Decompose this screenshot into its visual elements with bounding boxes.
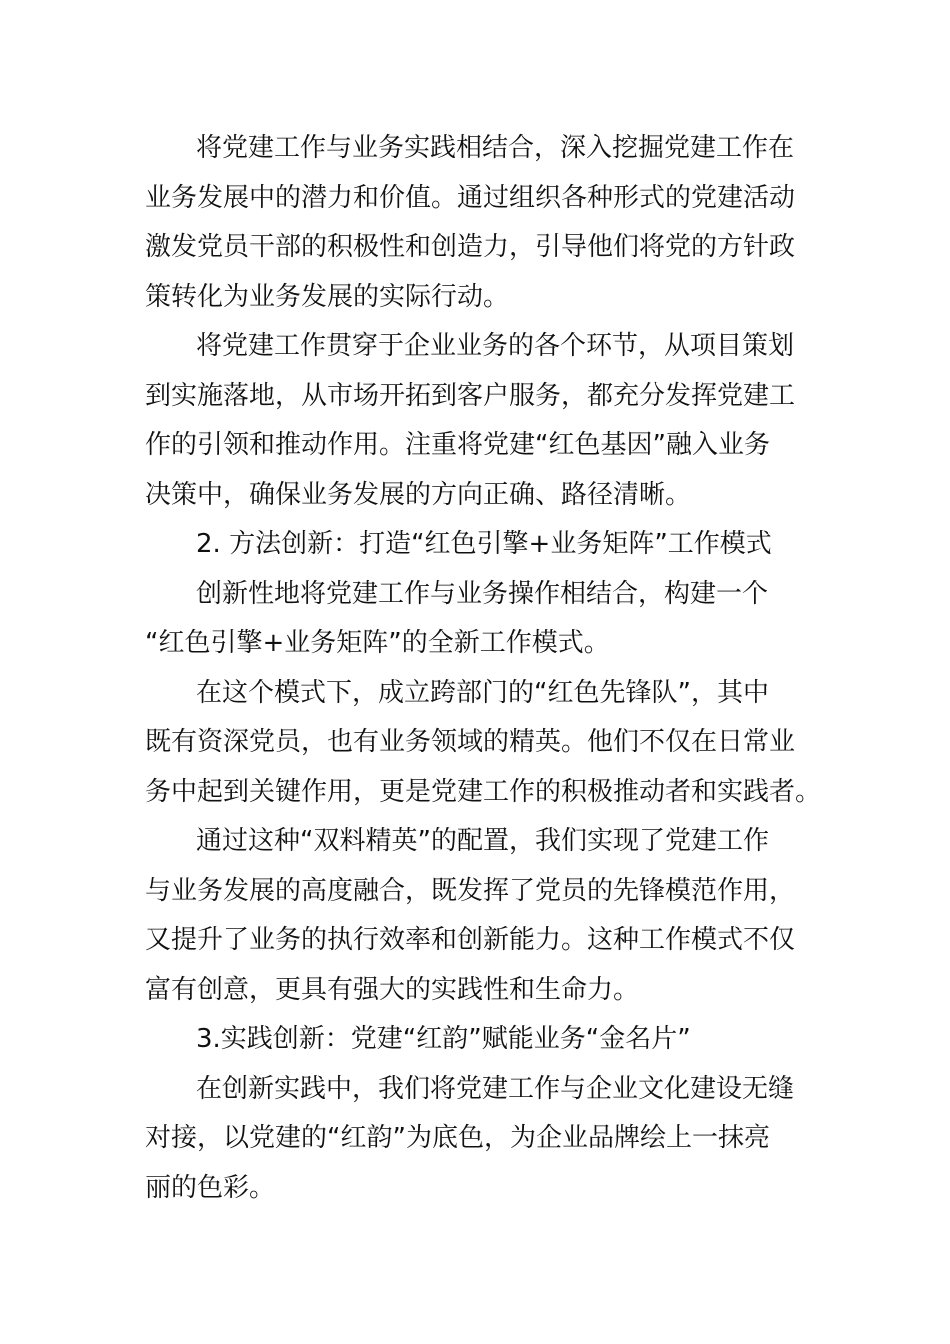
- paragraph-line: 创新性地将党建工作与业务操作相结合，构建一个: [196, 578, 769, 609]
- paragraph-line: 务中起到关键作用，更是党建工作的积极推动者和实践者。: [145, 776, 822, 807]
- paragraph-line: 在这个模式下，成立跨部门的“红色先锋队”，其中: [196, 677, 769, 708]
- section-heading: 3.实践创新：党建“红韵”赋能业务“金名片”: [196, 1024, 691, 1054]
- paragraph-line: “红色引擎+业务矩阵”的全新工作模式。: [145, 628, 610, 658]
- paragraph-line: 将党建工作贯穿于企业业务的各个环节，从项目策划: [196, 331, 795, 361]
- paragraph-line: 到实施落地，从市场开拓到客户服务，都充分发挥党建工: [145, 380, 796, 411]
- paragraph-line: 既有资深党员，也有业务领域的精英。他们不仅在日常业: [145, 727, 796, 757]
- paragraph-line: 又提升了业务的执行效率和创新能力。这种工作模式不仅: [145, 925, 796, 955]
- paragraph-line: 通过这种“双料精英”的配置，我们实现了党建工作: [196, 826, 769, 856]
- paragraph-line: 丽的色彩。: [145, 1172, 276, 1203]
- paragraph-line: 业务发展中的潜力和价值。通过组织各种形式的党建活动: [145, 182, 796, 213]
- paragraph-line: 将党建工作与业务实践相结合，深入挖掘党建工作在: [196, 133, 795, 163]
- paragraph-line: 作的引领和推动作用。注重将党建“红色基因”融入业务: [145, 430, 770, 460]
- section-heading: 2. 方法创新：打造“红色引擎+业务矩阵”工作模式: [196, 529, 772, 559]
- paragraph-line: 与业务发展的高度融合，既发挥了党员的先锋模范作用，: [145, 875, 796, 906]
- paragraph-line: 对接，以党建的“红韵”为底色，为企业品牌绘上一抹亮: [145, 1123, 770, 1153]
- paragraph-line: 决策中，确保业务发展的方向正确、路径清晰。: [145, 479, 692, 510]
- document-body: [145, 124, 822, 1213]
- paragraph-line: 激发党员干部的积极性和创造力，引导他们将党的方针政: [145, 232, 796, 262]
- paragraph-line: 在创新实践中，我们将党建工作与企业文化建设无缝: [196, 1073, 795, 1104]
- paragraph-line: 策转化为业务发展的实际行动。: [145, 281, 510, 312]
- paragraph-line: 富有创意，更具有强大的实践性和生命力。: [145, 974, 640, 1005]
